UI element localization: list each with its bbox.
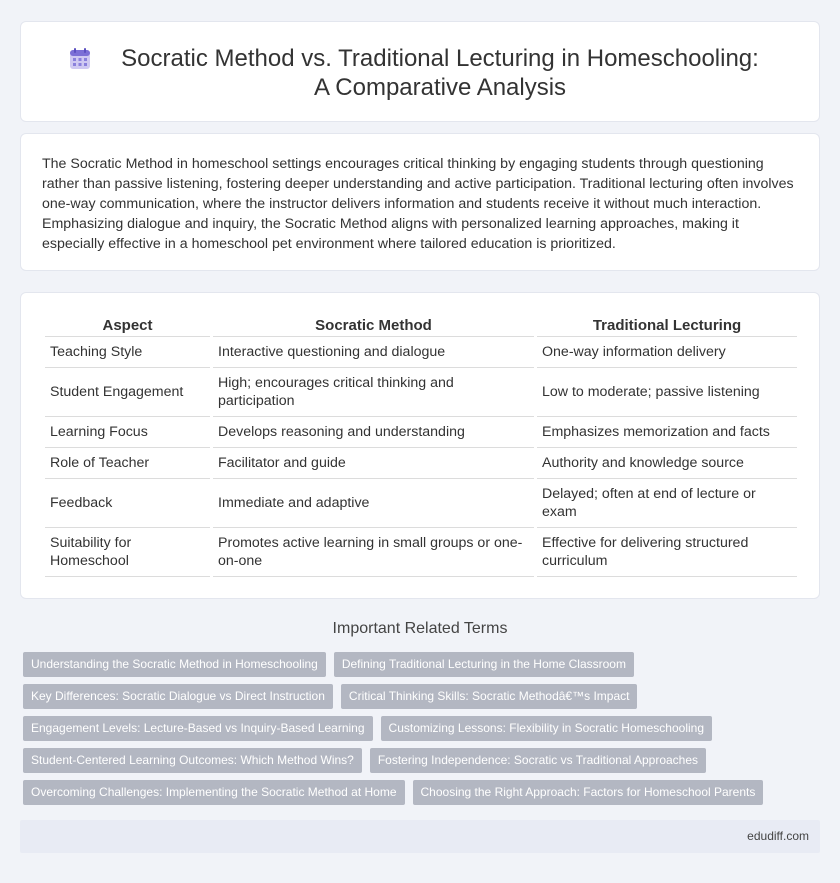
table-header-row [45,316,797,337]
table-row [45,448,797,479]
intro-paragraph: The Socratic Method in homeschool settings encourages critical thinking by engaging students through questioning rather than passive listening, fostering deeper understanding and active participation. Traditional lecturing often involves one-way communication, where the instructor delivers information and students receive it without much interaction. Emphasizing dialogue and inquiry, the Socratic Method aligns with personalized learning approaches, making it especially effective in a homeschool pet environment where tailored education is prioritized. [42,156,794,252]
footer [20,820,820,853]
related-term-link[interactable]: Critical Thinking Skills: Socratic Methodâ€™s Impact [341,684,638,709]
table-cell: Low to moderate; passive listening [537,368,797,417]
table-cell: Delayed; often at end of lecture or exam [537,479,797,528]
related-terms-list [23,652,803,812]
table-cell: High; encourages critical thinking and participation [213,368,534,417]
comparison-card [20,292,820,599]
site-link[interactable]: edudiff.com [747,829,809,843]
table-cell: Immediate and adaptive [213,479,534,528]
table-cell: Authority and knowledge source [537,448,797,479]
table-row [45,368,797,417]
related-term-link[interactable]: Defining Traditional Lecturing in the Home Classroom [334,652,634,677]
related-term-link[interactable]: Understanding the Socratic Method in Homeschooling [23,652,326,677]
table-header: Socratic Method [213,316,534,337]
table-cell: Develops reasoning and understanding [213,417,534,448]
related-term-link[interactable]: Overcoming Challenges: Implementing the Socratic Method at Home [23,780,405,805]
table-cell: Student Engagement [45,368,210,417]
related-term-link[interactable]: Customizing Lessons: Flexibility in Socratic Homeschooling [381,716,712,741]
related-term-link[interactable]: Engagement Levels: Lecture-Based vs Inquiry-Based Learning [23,716,373,741]
table-cell: Learning Focus [45,417,210,448]
table-cell: Feedback [45,479,210,528]
table-row [45,479,797,528]
table-cell: Teaching Style [45,337,210,368]
table-cell: Suitability for Homeschool [45,528,210,577]
table-cell: Interactive questioning and dialogue [213,337,534,368]
table-row [45,337,797,368]
related-terms-heading: Important Related Terms [332,620,508,637]
table-cell: Promotes active learning in small groups or one-on-one [213,528,534,577]
table-row [45,528,797,577]
table-cell: Emphasizes memorization and facts [537,417,797,448]
table-header: Traditional Lecturing [537,316,797,337]
table-row [45,417,797,448]
related-term-link[interactable]: Student-Centered Learning Outcomes: Which Method Wins? [23,748,362,773]
related-term-link[interactable]: Fostering Independence: Socratic vs Traditional Approaches [370,748,706,773]
table-cell: Effective for delivering structured curriculum [537,528,797,577]
page-title: Socratic Method vs. Traditional Lecturing in Homeschooling: A Comparative Analysis [121,45,759,101]
table-cell: One-way information delivery [537,337,797,368]
title-card [20,21,820,122]
table-cell: Facilitator and guide [213,448,534,479]
table-cell: Role of Teacher [45,448,210,479]
comparison-table [42,316,800,577]
related-term-link[interactable]: Key Differences: Socratic Dialogue vs Direct Instruction [23,684,333,709]
intro-card [20,133,820,271]
related-term-link[interactable]: Choosing the Right Approach: Factors for Homeschool Parents [413,780,764,805]
table-header: Aspect [45,316,210,337]
